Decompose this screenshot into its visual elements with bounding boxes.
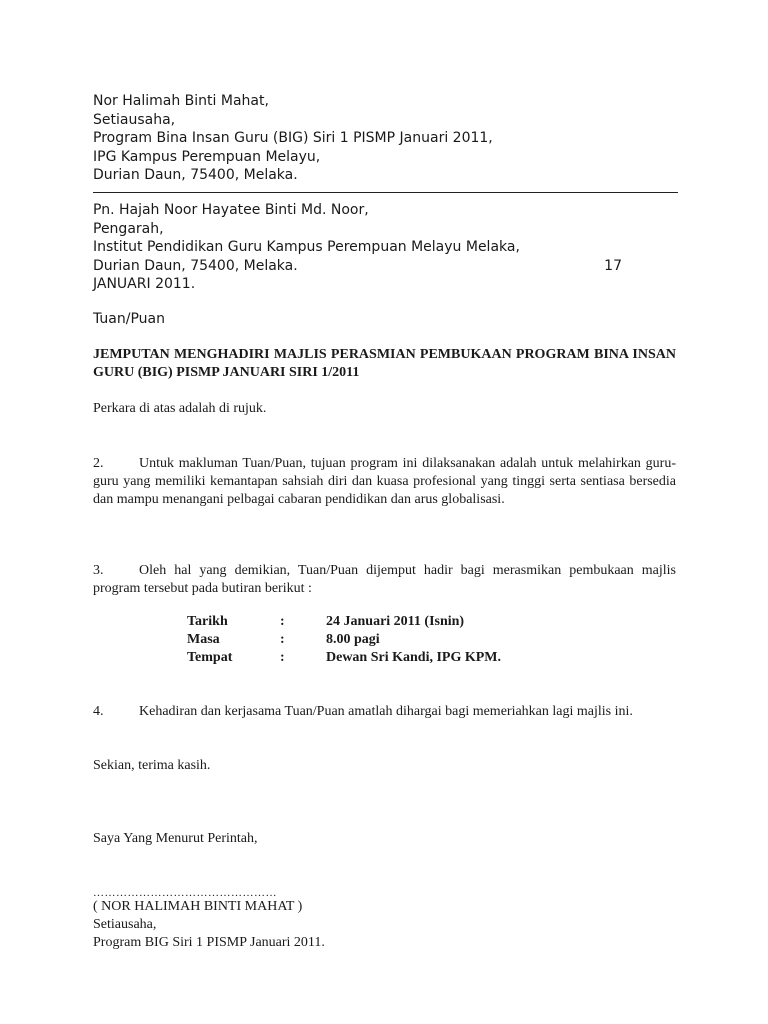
recipient-address	[93, 201, 676, 294]
regards-line: Saya Yang Menurut Perintah,	[93, 831, 258, 846]
signatory-block	[93, 898, 676, 952]
detail-colon: :	[280, 632, 285, 647]
paragraph-4-number: 4.	[93, 704, 104, 719]
sender-title: Setiausaha,	[93, 111, 176, 128]
paragraph-3	[93, 562, 676, 598]
salutation: Tuan/Puan	[93, 311, 165, 327]
detail-value-date: 24 Januari 2011 (Isnin)	[326, 614, 465, 629]
paragraph-3-text: Oleh hal yang demikian, Tuan/Puan dijemput hadir bagi merasmikan pembukaan majlis program tersebut pada butiran berikut :	[93, 563, 676, 596]
paragraph-2	[93, 455, 676, 509]
sender-program: Program Bina Insan Guru (BIG) Siri 1 PISMP Januari 2011,	[93, 130, 493, 146]
paragraph-4-text: Kehadiran dan kerjasama Tuan/Puan amatlah dihargai bagi memeriahkan lagi majlis ini.	[139, 704, 633, 719]
closing-line: Sekian, terima kasih.	[93, 758, 211, 773]
paragraph-4	[93, 703, 676, 721]
sender-address-line: Durian Daun, 75400, Melaka.	[93, 167, 298, 183]
signatory-name: ( NOR HALIMAH BINTI MAHAT )	[93, 899, 303, 914]
detail-label-time: Masa	[187, 632, 220, 647]
letter-date-day: 17	[604, 257, 622, 274]
event-details	[187, 613, 501, 667]
recipient-name: Pn. Hajah Noor Hayatee Binti Md. Noor,	[93, 202, 369, 218]
reference-line: Perkara di atas adalah di rujuk.	[93, 401, 267, 416]
sender-campus: IPG Kampus Perempuan Melayu,	[93, 148, 321, 165]
detail-colon: :	[280, 614, 285, 629]
detail-label-date: Tarikh	[187, 614, 228, 629]
detail-row	[187, 631, 501, 649]
detail-value-time: 8.00 pagi	[326, 632, 380, 647]
detail-colon: :	[280, 650, 285, 665]
detail-value-venue: Dewan Sri Kandi, IPG KPM.	[326, 650, 502, 665]
sender-address	[93, 92, 676, 185]
recipient-address-line: Durian Daun, 75400, Melaka.	[93, 257, 298, 274]
recipient-address-date-row	[93, 257, 676, 276]
detail-row	[187, 613, 501, 631]
letter-subject: JEMPUTAN MENGHADIRI MAJLIS PERASMIAN PEMBUKAAN PROGRAM BINA INSAN GURU (BIG) PISMP JANUARI SIRI 1/2011	[93, 347, 676, 380]
detail-label-venue: Tempat	[187, 650, 233, 665]
paragraph-3-number: 3.	[93, 563, 104, 578]
signatory-title: Setiausaha,	[93, 917, 157, 932]
recipient-institution: Institut Pendidikan Guru Kampus Perempuan Melayu Melaka,	[93, 239, 520, 255]
signatory-program: Program BIG Siri 1 PISMP Januari 2011.	[93, 935, 325, 950]
recipient-title: Pengarah,	[93, 220, 164, 237]
signature-line: …………………………………………	[93, 887, 277, 899]
detail-row	[187, 649, 501, 667]
sender-name: Nor Halimah Binti Mahat,	[93, 93, 269, 109]
letter-date-rest: JANUARI 2011.	[93, 276, 196, 292]
header-divider	[93, 192, 678, 193]
paragraph-2-number: 2.	[93, 456, 104, 471]
paragraph-2-text: Untuk makluman Tuan/Puan, tujuan program ini dilaksanakan adalah untuk melahirkan guru-guru yang memiliki kemantapan sahsiah diri dan kuasa profesional yang tinggi serta sentiasa bersedia dan mampu menangani pelbagai cabaran pendidikan dan arus globalisasi.	[93, 456, 676, 507]
